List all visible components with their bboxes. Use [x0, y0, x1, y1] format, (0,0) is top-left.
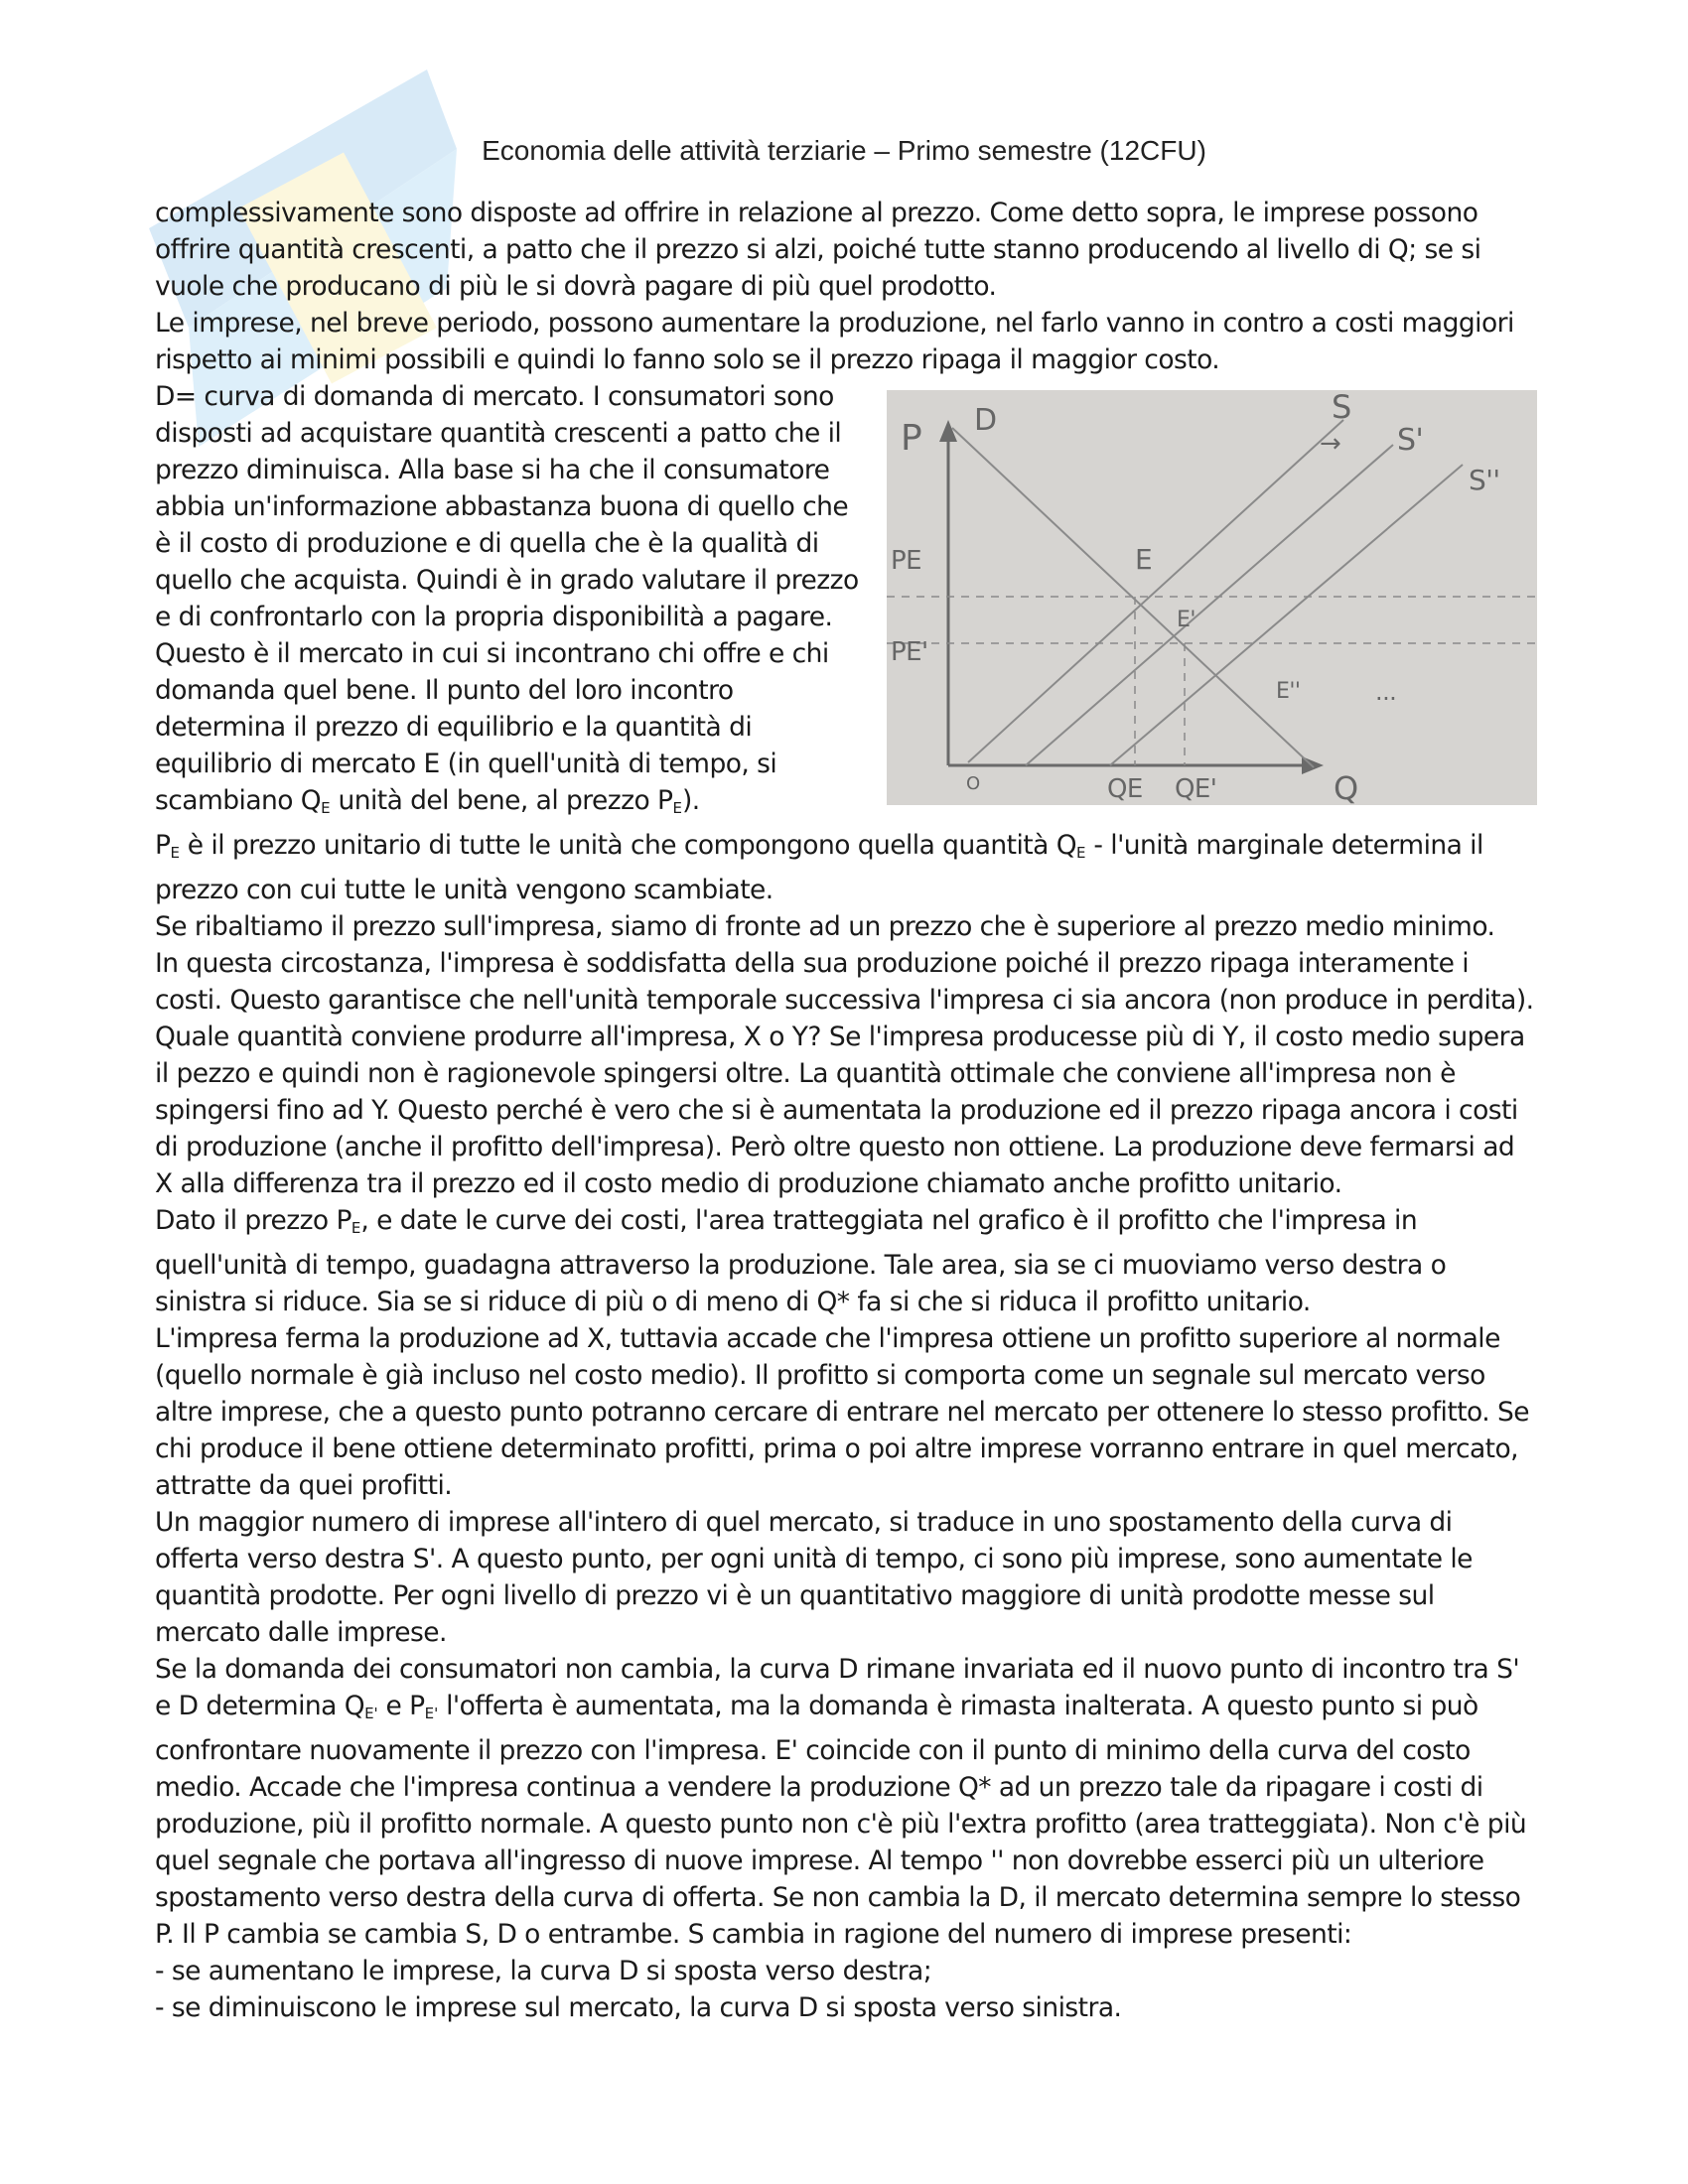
paragraph-text: Questo è il mercato in cui si incontrano chi offre e chi domanda quel bene. Il punto del loro incontro determina il prezzo di equilibrio e la quantità di equilibrio di mercato E (in quell'unità di tempo, si scambiano Q	[155, 638, 829, 816]
label-d: D	[974, 403, 997, 438]
subscript: E	[321, 799, 331, 817]
label-s: S	[1332, 390, 1351, 426]
paragraph-text: è il prezzo unitario di tutte le unità che compongono quella quantità Q	[179, 830, 1077, 861]
paragraph: - se diminuiscono le imprese sul mercato, la curva D si sposta verso sinistra.	[155, 1992, 1122, 2023]
label-e2: E''	[1276, 679, 1301, 704]
subscript: E	[170, 844, 180, 862]
paragraph	[155, 1651, 1537, 1953]
paragraph-text: Dato il prezzo P	[155, 1205, 352, 1236]
paragraph: Le imprese, nel breve periodo, possono aumentare la produzione, nel farlo vanno in contro a costi maggiori rispetto ai minimi possibili e quindi lo fanno solo se il prezzo ripaga il maggior costo.	[155, 308, 1514, 375]
subscript: E	[351, 1219, 361, 1237]
paragraph-text: D= curva di domanda di mercato. I consumatori sono disposti ad acquistare quantità crescenti a patto che il prezzo diminuisca. Alla base si ha che il consumatore abbia un'informazione abbastanza buona di quello che è il costo di produzione e di quella che è la qualità di quello che acquista. Quindi è in grado valutare il prezzo e di confrontarlo con la propria disponibilità a pagare.	[155, 381, 859, 632]
label-o: O	[966, 773, 980, 794]
paragraph: - se aumentano le imprese, la curva D si sposta verso destra;	[155, 1956, 932, 1986]
paragraph-text: , e date le curve dei costi, l'area tratteggiata nel grafico è il profitto che l'impresa in quell'unità di tempo, guadagna attraverso la produzione. Tale area, sia se ci muoviamo verso destra o sinistra si riduce. Sia se si riduce di più o di meno di Q* fa si che si riduca il profitto unitario.	[155, 1205, 1447, 1317]
label-e1: E'	[1177, 608, 1196, 632]
paragraph: Un maggior numero di imprese all'intero di quel mercato, si traduce in uno spostamento della curva di offerta verso destra S'. A questo punto, per ogni unità di tempo, ci sono più imprese, sono aumentate le quantità prodotte. Per ogni livello di prezzo vi è un quantitativo maggiore di unità prodotte messe sul mercato dalle imprese.	[155, 1507, 1473, 1648]
paragraph-text: unità del bene, al prezzo P	[330, 785, 673, 816]
label-e: E	[1135, 543, 1153, 576]
label-s2: S''	[1469, 464, 1500, 496]
supply-demand-figure	[887, 390, 1537, 805]
label-arrow: →	[1320, 429, 1341, 459]
label-qe1: QE'	[1175, 774, 1217, 804]
paragraph: L'impresa ferma la produzione ad X, tuttavia accade che l'impresa ottiene un profitto superiore al normale (quello normale è già incluso nel costo medio). Il profitto si comporta come un segnale sul mercato verso altre imprese, che a questo punto potranno cercare di entrare nel mercato per ottenere lo stesso profitto. Se chi produce il bene ottiene determinato profitti, prima o poi altre imprese vorranno entrare in quel mercato, attratte da quei profitti.	[155, 1323, 1530, 1501]
label-dots: ...	[1375, 678, 1397, 706]
page-header: Economia delle attività terziarie – Primo semestre (12CFU)	[482, 135, 1206, 166]
paragraph-text: ).	[681, 785, 700, 816]
subscript: E	[672, 799, 682, 817]
label-pe: PE	[891, 546, 922, 576]
paragraph-text: l'offerta è aumentata, ma la domanda è rimasta inalterata. A questo punto si può confrontare nuovamente il prezzo con l'impresa. E' coincide con il punto di minimo della curva del costo medio. Accade che l'impresa continua a vendere la produzione Q* ad un prezzo tale da ripagare i costi di produzione, più il profitto normale. A questo punto non c'è più l'extra profitto (area tratteggiata). Non c'è più quel segnale che portava all'ingresso di nuove imprese. Al tempo '' non dovrebbe esserci più un ulteriore spostamento verso destra della curva di offerta. Se non cambia la D, il mercato determina sempre lo stesso P. Il P cambia se cambia S, D o entrambe. S cambia in ragione del numero di imprese presenti:	[155, 1691, 1527, 1950]
paragraph	[155, 1202, 1537, 1320]
subscript: E	[1076, 844, 1086, 862]
label-qe: QE	[1107, 774, 1143, 804]
document-body	[155, 195, 1537, 2026]
subscript: E'	[424, 1705, 439, 1722]
paragraph-text: Se la domanda dei consumatori non cambia, la curva D rimane invariata ed il nuovo punto di incontro tra S' e D determina Q	[155, 1654, 1520, 1721]
label-s1: S'	[1397, 423, 1424, 458]
label-q: Q	[1334, 769, 1358, 805]
paragraph: In questa circostanza, l'impresa è soddisfatta della sua produzione poiché il prezzo ripaga interamente i costi. Questo garantisce che nell'unità temporale successiva l'impresa ci sia ancora (non produce in perdita). Quale quantità conviene produrre all'impresa, X o Y? Se l'impresa producesse più di Y, il costo medio supera il pezzo e quindi non è ragionevole spingersi oltre. La quantità ottimale che conviene all'impresa non è spingersi fino ad Y. Questo perché è vero che si è aumentata la produzione ed il prezzo ripaga ancora i costi di produzione (anche il profitto dell'impresa). Però oltre questo non ottiene. La produzione deve fermarsi ad X alla differenza tra il prezzo ed il costo medio di produzione chiamato anche profitto unitario.	[155, 948, 1534, 1199]
label-p: P	[901, 418, 922, 459]
paragraph-text: P	[155, 830, 171, 861]
paragraph: complessivamente sono disposte ad offrire in relazione al prezzo. Come detto sopra, le imprese possono offrire quantità crescenti, a patto che il prezzo si alzi, poiché tutte stanno producendo al livello di Q; se si vuole che producano di più le si dovrà pagare di più quel prodotto.	[155, 198, 1481, 302]
label-pe1: PE'	[891, 637, 928, 667]
paragraph: Se ribaltiamo il prezzo sull'impresa, siamo di fronte ad un prezzo che è superiore al prezzo medio minimo.	[155, 911, 1495, 942]
paragraph	[155, 827, 1537, 908]
paragraph-text: e P	[377, 1691, 425, 1721]
paragraph-text: - l'unità marginale determina il prezzo con cui tutte le unità vengono scambiate.	[155, 830, 1483, 905]
subscript: E'	[364, 1705, 378, 1722]
supply-demand-sketch	[887, 390, 1537, 805]
